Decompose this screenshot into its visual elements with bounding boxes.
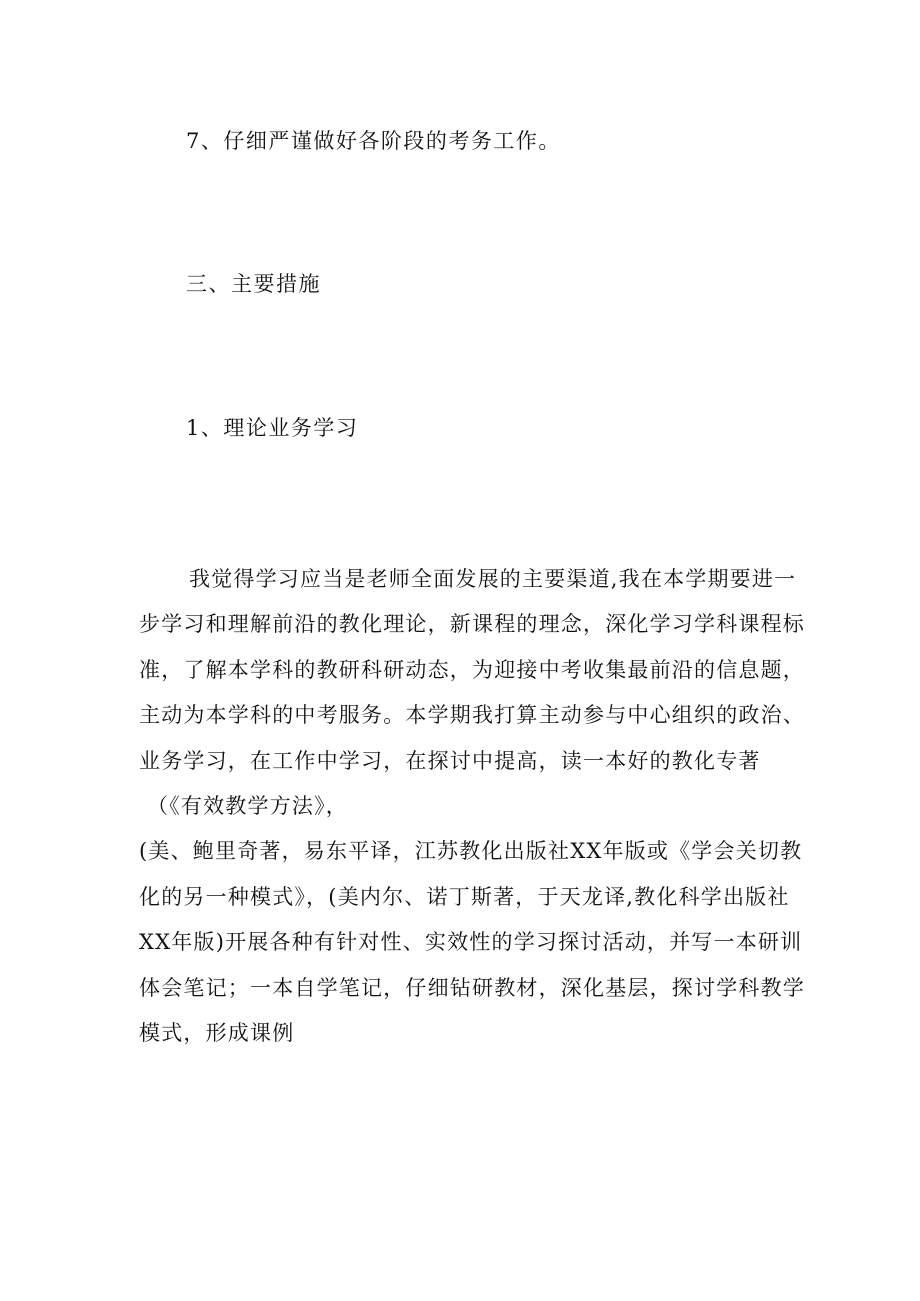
- paragraph-line: 化的另一种模式》，(美内尔、诺丁斯著，于天龙译,教化科学出版社: [139, 884, 790, 909]
- paragraph-line: （《有效教学方法》，: [147, 793, 348, 818]
- body-paragraph: [139, 557, 805, 1056]
- paragraph-line: XX年版)开展各种有针对性、实效性的学习探讨活动，并写一本研训: [139, 930, 803, 955]
- paragraph-line: 我觉得学习应当是老师全面发展的主要渠道,我在本学期要进一: [189, 567, 797, 591]
- paragraph-line: 步学习和理解前沿的教化理论，新课程的理念，深化学习学科课程标: [139, 612, 805, 637]
- paragraph-line: 业务学习，在工作中学习，在探讨中提高，读一本好的教化专著: [139, 748, 761, 773]
- section-3-title: 三、主要措施: [186, 272, 321, 296]
- paragraph-line: 体会笔记；一本自学笔记，仔细钻研教材，深化基层，探讨学科教学: [139, 975, 805, 1000]
- paragraph-line: 准，了解本学科的教研科研动态，为迎接中考收集最前沿的信息题，: [139, 657, 805, 682]
- item-7-heading: 7、仔细严谨做好各阶段的考务工作。: [186, 129, 561, 153]
- paragraph-line: 主动为本学科的中考服务。本学期我打算主动参与中心组织的政治、: [139, 703, 805, 728]
- paragraph-line: (美、鲍里奇著，易东平译，江苏教化出版社XX年版或《学会关切教: [139, 839, 803, 864]
- paragraph-line: 模式，形成课例: [139, 1020, 295, 1045]
- subsection-1-title: 1、理论业务学习: [186, 416, 359, 440]
